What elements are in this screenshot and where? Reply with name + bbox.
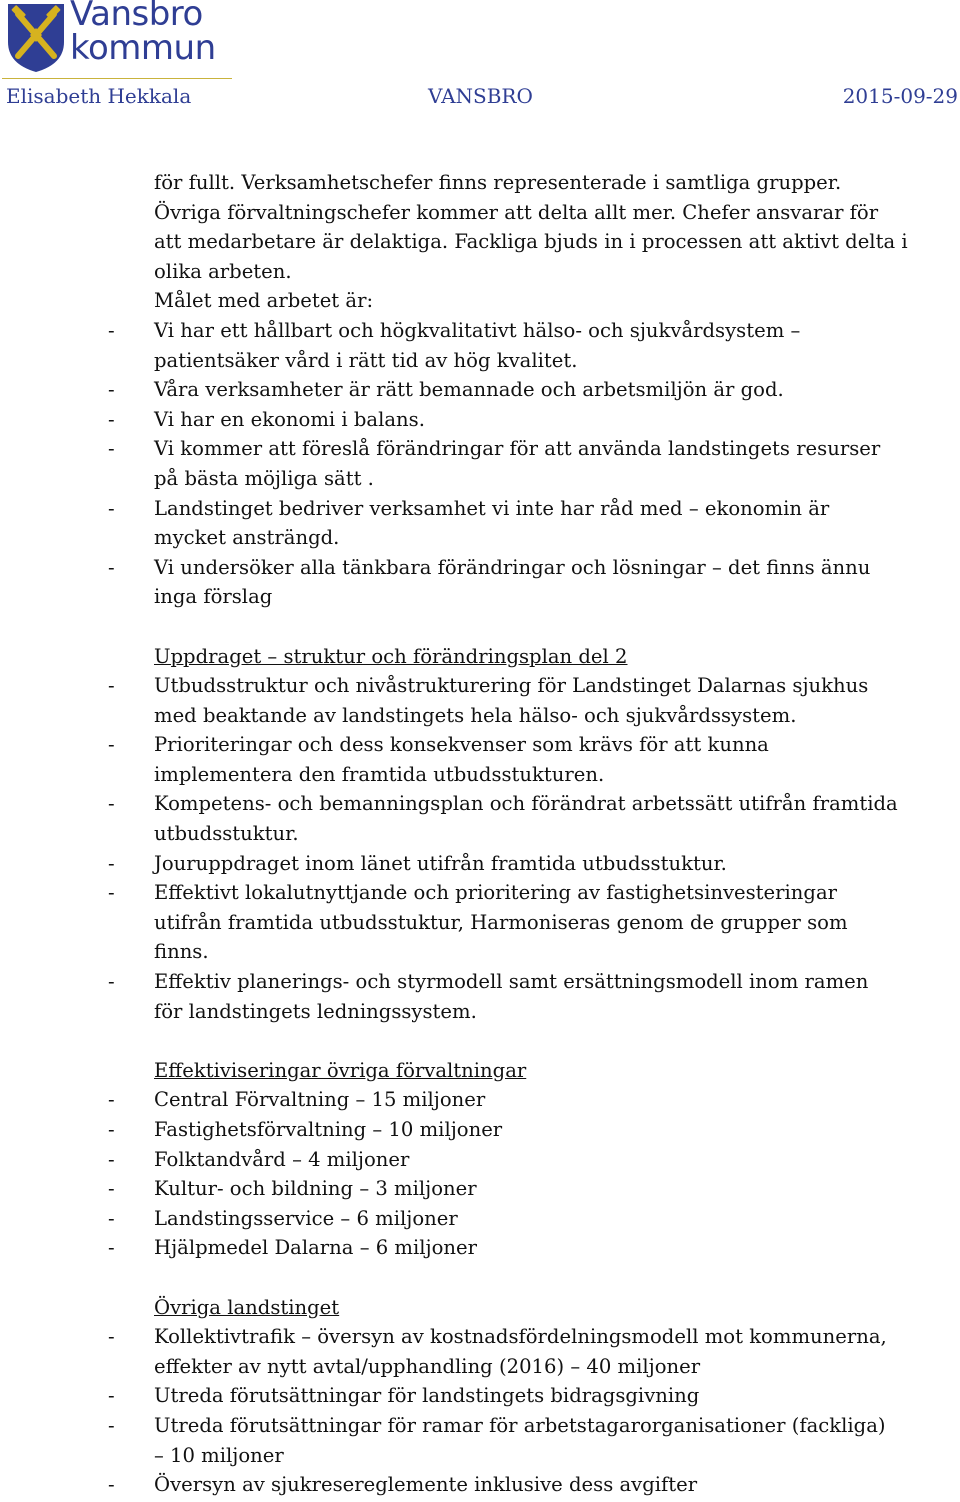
goal-item-line: - Vi kommer att föreslå förändringar för att använda landstingets resurser [0,434,960,464]
other-item-line: effekter av nytt avtal/upphandling (2016) – 40 miljoner [154,1354,701,1378]
logo-line-1: Vansbro [70,0,203,34]
savings-item-line: - Central Förvaltning – 15 miljoner [0,1085,960,1115]
bullet-dash: - [108,733,115,757]
bullet-dash: - [108,555,115,579]
other-item-line: - Utreda förutsättningar för landstingets bidragsgivning [0,1381,960,1411]
intro-line: att medarbetare är delaktiga. Fackliga bjuds in i processen att aktivt delta i [154,230,908,254]
bullet-dash: - [108,851,115,875]
spacer [0,612,960,642]
goal-item-line: - Vi har ett hållbart och högkvalitativt hälso- och sjukvårdsystem – [0,316,960,346]
savings-item-line: - Landstingsservice – 6 miljoner [0,1204,960,1234]
savings-item-line: - Hjälpmedel Dalarna – 6 miljoner [0,1233,960,1263]
header-author: Elisabeth Hekkala [6,84,192,108]
bullet-dash: - [108,1177,115,1201]
plan-item-line: utifrån framtida utbudsstuktur, Harmoniseras genom de grupper som [154,910,848,934]
spacer [0,1263,960,1293]
bullet-dash: - [108,496,115,520]
coat-of-arms-icon [4,2,68,74]
intro-line: Målet med arbetet är: [154,289,374,313]
page-header [0,0,960,118]
bullet-dash: - [108,1413,115,1437]
plan-item-line: med beaktande av landstingets hela hälso- och sjukvårdssystem. [154,703,797,727]
plan-item-line: - Effektivt lokalutnyttjande och prioritering av fastighetsinvesteringar [0,878,960,908]
goal-item-line: inga förslag [154,585,273,609]
section-heading: Effektiviseringar övriga förvaltningar [154,1058,527,1082]
intro-line: Övriga förvaltningschefer kommer att delta allt mer. Chefer ansvarar för [154,200,879,224]
bullet-dash: - [108,1088,115,1112]
goal-item-line: patientsäker vård i rätt tid av hög kvalitet. [154,348,578,372]
header-info-row [0,84,960,110]
bullet-dash: - [108,437,115,461]
goal-item-line: - Vi har en ekonomi i balans. [0,405,960,435]
header-place: VANSBRO [428,84,533,108]
plan-item-line: - Effektiv planerings- och styrmodell samt ersättningsmodell inom ramen [0,967,960,997]
bullet-dash: - [108,881,115,905]
goal-item-line: på bästa möjliga sätt . [154,466,374,490]
header-date: 2015-09-29 [842,84,958,108]
document-body [0,168,960,1500]
plan-item-line: implementera den framtida utbudsstukturen. [154,762,605,786]
goal-item-line: mycket ansträngd. [154,526,340,550]
bullet-dash: - [108,674,115,698]
bullet-dash: - [108,1325,115,1349]
bullet-dash: - [108,378,115,402]
logo-wordmark [70,0,216,68]
plan-item-line: för landstingets ledningssystem. [154,999,477,1023]
plan-item-line: finns. [154,940,209,964]
other-item-line: - Kollektivtrafik – översyn av kostnadsfördelningsmodell mot kommunerna, [0,1322,960,1352]
intro-line: olika arbeten. [154,259,292,283]
section-heading: Uppdraget – struktur och förändringsplan del 2 [154,644,628,668]
goal-item-line: - Vi undersöker alla tänkbara förändringar och lösningar – det finns ännu [0,553,960,583]
section-heading: Övriga landstinget [154,1295,340,1319]
bullet-dash: - [108,792,115,816]
bullet-dash: - [108,407,115,431]
other-item-line: – 10 miljoner [154,1443,284,1467]
bullet-dash: - [108,1118,115,1141]
logo-divider [2,78,232,79]
plan-item-line: - Utbudsstruktur och nivåstrukturering för Landstinget Dalarnas sjukhus [0,671,960,701]
plan-item-line: - Kompetens- och bemanningsplan och förändrat arbetssätt utifrån framtida [0,789,960,819]
bullet-dash: - [108,1236,115,1260]
bullet-dash: - [108,318,115,342]
bullet-dash: - [108,1147,115,1171]
bullet-dash: - [108,1473,115,1497]
vansbro-kommun-logo [2,0,242,80]
savings-item-line: - Folktandvård – 4 miljoner [0,1145,960,1175]
bullet-dash: - [108,1206,115,1230]
goal-item-line: - Våra verksamheter är rätt bemannade och arbetsmiljön är god. [0,375,960,405]
intro-line: för fullt. Verksamhetschefer finns representerade i samtliga grupper. [154,171,842,194]
other-item-line: - Utreda förutsättningar för ramar för arbetstagarorganisationer (fackliga) [0,1411,960,1441]
goal-item-line: - Landstinget bedriver verksamhet vi inte har råd med – ekonomin är [0,494,960,524]
plan-item-line: - Prioriteringar och dess konsekvenser som krävs för att kunna [0,730,960,760]
other-item-line: - Översyn av sjukresereglemente inklusive dess avgifter [0,1470,960,1500]
savings-item-line: - Fastighetsförvaltning – 10 miljoner [0,1115,960,1145]
savings-item-line: - Kultur- och bildning – 3 miljoner [0,1174,960,1204]
bullet-dash: - [108,1384,115,1408]
spacer [0,1026,960,1056]
logo-line-2: kommun [70,28,216,68]
bullet-dash: - [108,970,115,994]
plan-item-line: utbudsstuktur. [154,822,299,846]
plan-item-line: - Jouruppdraget inom länet utifrån framtida utbudsstuktur. [0,849,960,879]
